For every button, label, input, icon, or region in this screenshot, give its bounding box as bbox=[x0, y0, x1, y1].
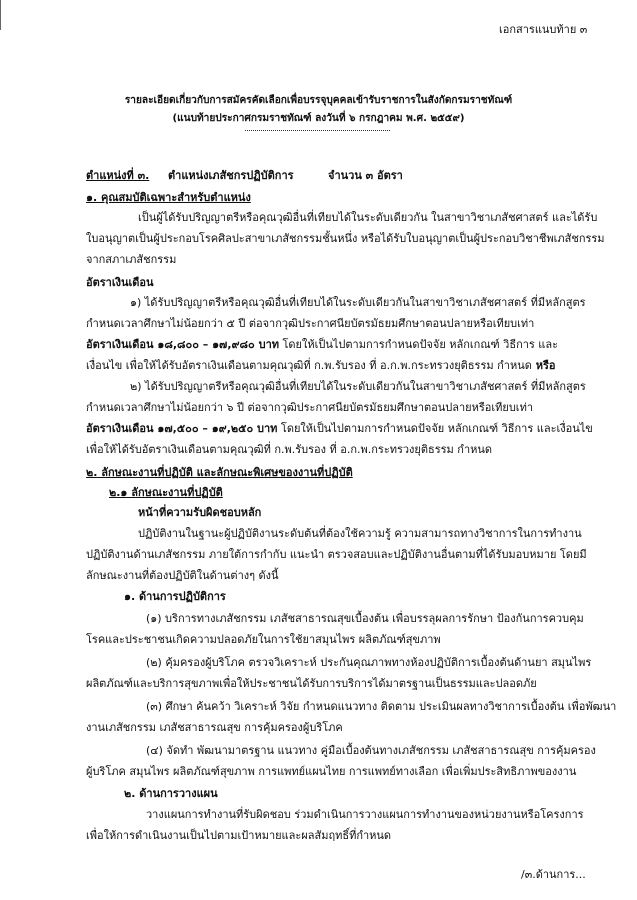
salary-item1-line4 bbox=[86, 359, 555, 373]
continued-marker: /๓.ด้านการ... bbox=[521, 868, 586, 881]
salary-item2-line2: กำหนดเวลาศึกษาไม่น้อยกว่า ๖ ปี ต่อจากวุฒิประกาศนียบัตรมัธยมศึกษาตอนปลายหรือเทียบเท่า bbox=[86, 401, 533, 414]
salary-item1-or: หรือ bbox=[531, 359, 556, 372]
operations-item-line: ผลิตภัณฑ์และบริการสุขภาพเพื่อให้ประชาชนได้รับการบริการได้มาตรฐานเป็นธรรมและปลอดภัย bbox=[86, 677, 537, 690]
document-title: รายละเอียดเกี่ยวกับการสมัครคัดเลือกเพื่อบรรจุบุคคลเข้ารับราชการในสังกัดกรมราชทัณฑ์ bbox=[124, 95, 513, 106]
operations-heading: ๑. ด้านการปฏิบัติการ bbox=[124, 590, 226, 603]
operations-item-line: ผู้บริโภค สมุนไพร ผลิตภัณฑ์สุขภาพ การแพทย์แผนไทย การแพทย์ทางเลือก เพื่อเพิ่มประสิทธิภาพของงาน bbox=[86, 765, 577, 778]
operations-item-line: (๑) บริการทางเภสัชกรรม เภสัชสาธารณสุขเบื้องต้น เพื่อบรรลุผลการรักษา ป้องกันการควบคุม bbox=[146, 612, 584, 625]
section1-line: จากสภาเภสัชกรรม bbox=[86, 253, 177, 266]
section2-sub-heading: ๒.๑ ลักษณะงานที่ปฏิบัติ bbox=[109, 486, 223, 499]
salary-item1-rate: อัตราเงินเดือน ๑๘,๘๐๐ – ๑๗,๙๘๐ บาท bbox=[86, 338, 279, 351]
salary-item1-line3 bbox=[86, 338, 558, 352]
section2-heading: ๒. ลักษณะงานที่ปฏิบัติ และลักษณะพิเศษของงานที่ปฏิบัติ bbox=[86, 466, 353, 479]
duties-intro-line: ปฏิบัติงานในฐานะผู้ปฏิบัติงานระดับต้นที่ต้องใช้ความรู้ ความสามารถทางวิชาการในการทำงาน bbox=[138, 527, 582, 540]
position-label: ตำแหน่งที่ ๓. bbox=[86, 169, 150, 182]
operations-item-line: (๔) จัดทำ พัฒนามาตรฐาน แนวทาง คู่มือเบื้องต้นทางเภสัชกรรม เภสัชสาธารณสุข การคุ้มครอง bbox=[146, 744, 596, 757]
section1-line: เป็นผู้ได้รับปริญญาตรีหรือคุณวุฒิอื่นที่เทียบได้ในระดับเดียวกัน ในสาขาวิชาเภสัชศาสตร์ และได้รับ bbox=[138, 211, 598, 224]
duties-heading: หน้าที่ความรับผิดชอบหลัก bbox=[138, 506, 262, 519]
position-count: จำนวน ๓ อัตรา bbox=[328, 169, 403, 182]
planning-heading: ๒. ด้านการวางแผน bbox=[124, 787, 218, 800]
salary-item2-rate: อัตราเงินเดือน ๑๗,๕๐๐ – ๑๙,๒๕๐ บาท bbox=[86, 422, 278, 435]
scan-edge bbox=[0, 0, 31, 30]
annex-label: เอกสารแนบท้าย ๓ bbox=[499, 23, 588, 36]
salary-item1-rate-text: โดยให้เป็นไปตามการกำหนดปัจจัย หลักเกณฑ์ วิธีการ และ bbox=[279, 338, 559, 351]
operations-item-line: (๒) คุ้มครองผู้บริโภค ตรวจวิเคราะห์ ประกันคุณภาพทางห้องปฏิบัติการเบื้องต้นด้านยา สมุนไพร bbox=[146, 656, 592, 669]
salary-item1-line1: ๑) ได้รับปริญญาตรีหรือคุณวุฒิอื่นที่เทียบได้ในระดับเดียวกันในสาขาวิชาเภสัชศาสตร์ ที่มีหลักสูตร bbox=[130, 296, 586, 309]
document-subtitle: (แนบท้ายประกาศกรมราชทัณฑ์ ลงวันที่ ๖ กรกฎาคม พ.ศ. ๒๕๕๙) bbox=[172, 113, 465, 124]
planning-line: วางแผนการทำงานที่รับผิดชอบ ร่วมดำเนินการวางแผนการทำงานของหน่วยงานหรือโครงการ bbox=[146, 808, 584, 821]
salary-item2-rate-text: โดยให้เป็นไปตามการกำหนดปัจจัย หลักเกณฑ์ วิธีการ และเงื่อนไข bbox=[277, 422, 593, 435]
salary-item2-line3 bbox=[86, 422, 593, 436]
salary-item1-condition: เงื่อนไข เพื่อให้ได้รับอัตราเงินเดือนตามคุณวุฒิที่ ก.พ.รับรอง ที่ อ.ก.พ.กระทรวงยุติธรรม กำหนด bbox=[86, 359, 532, 372]
section1-heading: ๑. คุณสมบัติเฉพาะสำหรับตำแหน่ง bbox=[86, 191, 251, 204]
operations-item-line: โรคและประชาชนเกิดความปลอดภัยในการใช้ยาสมุนไพร ผลิตภัณฑ์สุขภาพ bbox=[86, 633, 441, 646]
position-name: ตำแหน่งเภสัชกรปฏิบัติการ bbox=[168, 169, 294, 182]
dotted-separator bbox=[245, 130, 390, 131]
duties-intro-line: ปฏิบัติงานด้านเภสัชกรรม ภายใต้การกำกับ แนะนำ ตรวจสอบและปฏิบัติงานอื่นตามที่ได้รับมอบหมาย โดยมี bbox=[86, 548, 587, 561]
section1-line: ใบอนุญาตเป็นผู้ประกอบโรคศิลปะสาขาเภสัชกรรมชั้นหนึ่ง หรือได้รับใบอนุญาตเป็นผู้ประกอบวิชาชีพเภสัชกรรม bbox=[86, 232, 605, 245]
salary-item2-line1: ๒) ได้รับปริญญาตรีหรือคุณวุฒิอื่นที่เทียบได้ในระดับเดียวกันในสาขาวิชาเภสัชศาสตร์ ที่มีหลักสูตร bbox=[130, 380, 586, 393]
operations-item-line: งานเภสัชกรรม เภสัชสาธารณสุข การคุ้มครองผู้บริโภค bbox=[86, 721, 343, 734]
operations-item-line: (๓) ศึกษา ค้นคว้า วิเคราะห์ วิจัย กำหนดแนวทาง ติดตาม ประเมินผลทางวิชาการเบื้องต้น เพื่อพัฒนา bbox=[146, 700, 617, 713]
salary-item2-line4: เพื่อให้ได้รับอัตราเงินเดือนตามคุณวุฒิที่ ก.พ.รับรอง ที่ อ.ก.พ.กระทรวงยุติธรรม กำหนด bbox=[86, 443, 493, 456]
salary-heading: อัตราเงินเดือน bbox=[86, 276, 154, 289]
planning-line: เพื่อให้การดำเนินงานเป็นไปตามเป้าหมายและผลสัมฤทธิ์ที่กำหนด bbox=[86, 829, 392, 842]
salary-item1-line2: กำหนดเวลาศึกษาไม่น้อยกว่า ๕ ปี ต่อจากวุฒิประกาศนียบัตรมัธยมศึกษาตอนปลายหรือเทียบเท่า bbox=[86, 317, 535, 330]
duties-intro-line: ลักษณะงานที่ต้องปฏิบัติในด้านต่างๆ ดังนี้ bbox=[86, 569, 279, 582]
